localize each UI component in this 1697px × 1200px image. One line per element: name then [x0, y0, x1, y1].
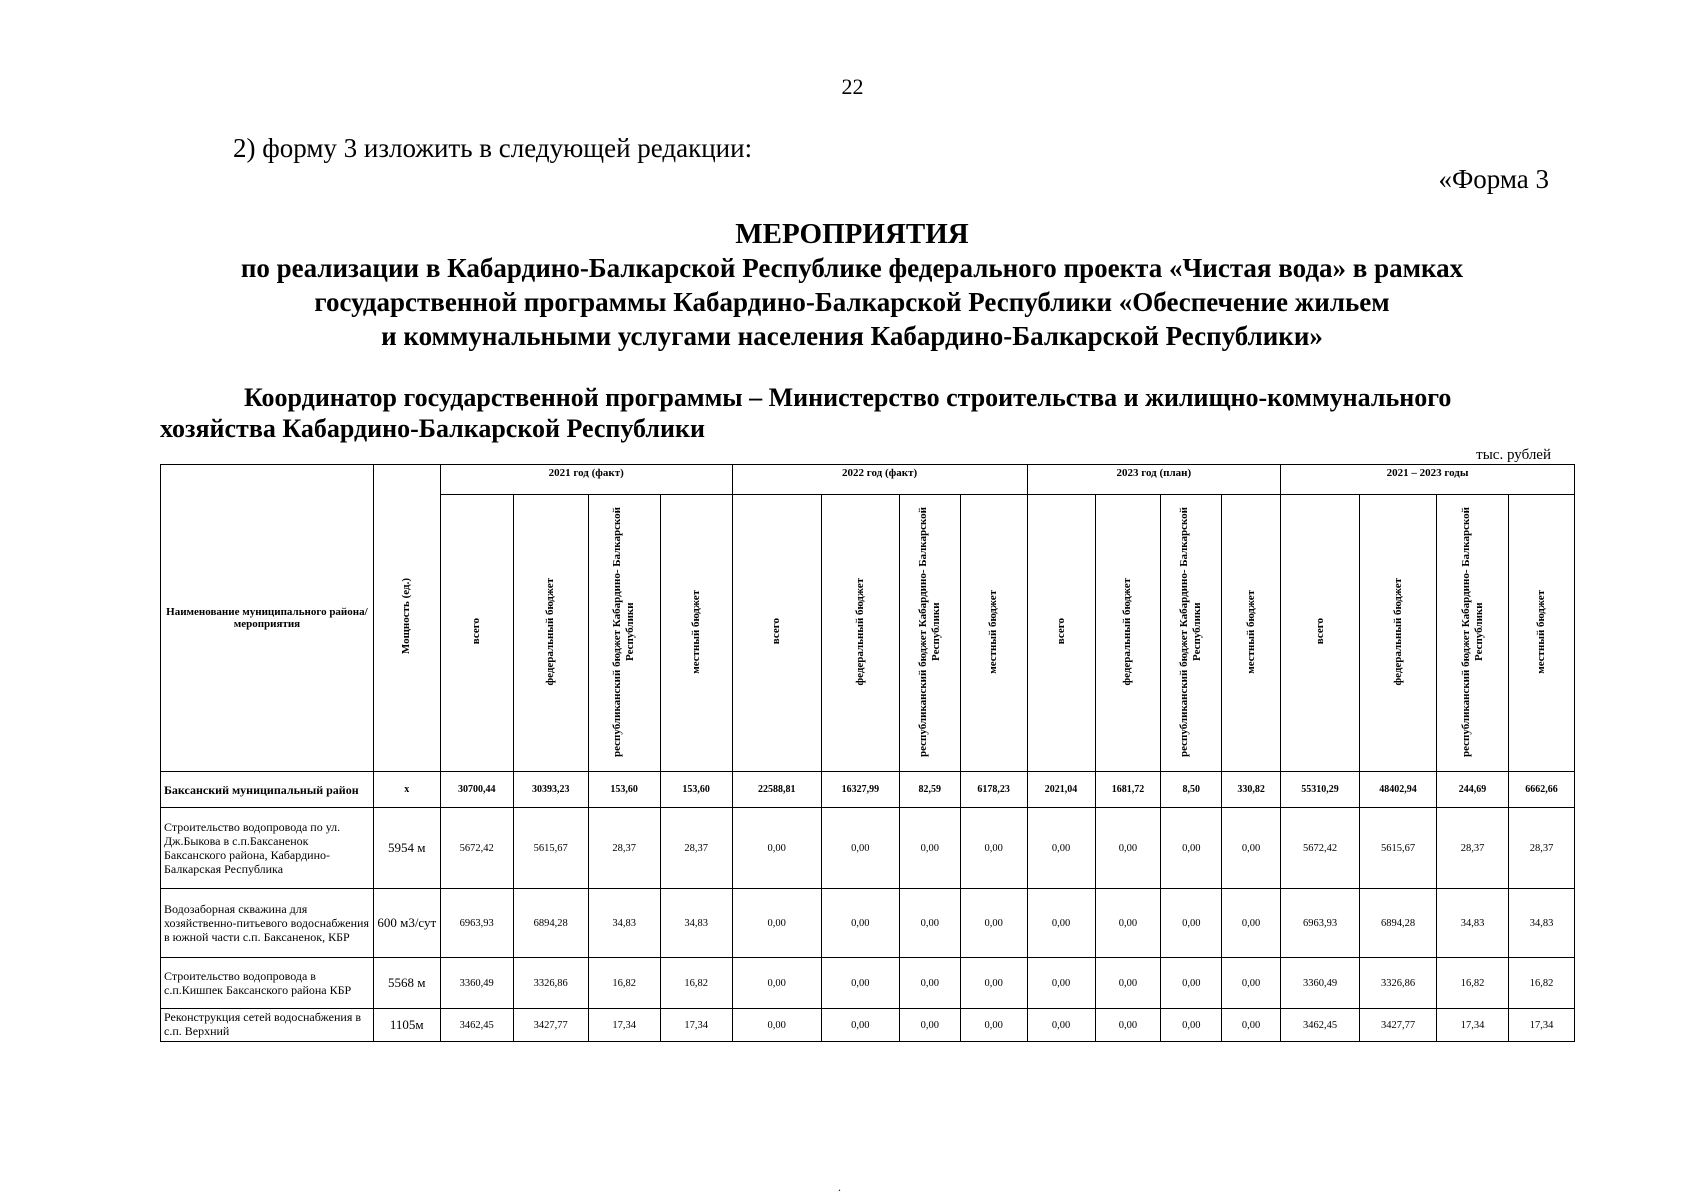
row-value: 0,00: [899, 958, 960, 1009]
row-value: 30393,23: [513, 772, 588, 808]
row-value: 0,00: [1161, 808, 1222, 889]
row-value: 244,69: [1437, 772, 1509, 808]
row-value: 16,82: [660, 958, 732, 1009]
row-value: 30700,44: [440, 772, 513, 808]
subheader-label: местный бюджет: [689, 589, 702, 674]
row-value: 0,00: [1161, 1009, 1222, 1042]
row-name: Водозаборная скважина для хозяйственно-питьевого водоснабжения в южной части с.п. Баксаненок, КБР: [161, 889, 374, 958]
subheader-federal: [513, 495, 588, 772]
row-value: 0,00: [1027, 1009, 1095, 1042]
title-line-3: и коммунальными услугами населения Кабардино-Балкарской Республики»: [381, 321, 1323, 351]
row-value: 34,83: [1509, 889, 1575, 958]
row-value: 0,00: [1222, 1009, 1281, 1042]
row-value: 3360,49: [1281, 958, 1360, 1009]
row-value: 0,00: [821, 958, 899, 1009]
row-value: 34,83: [1437, 889, 1509, 958]
row-value: 0,00: [1222, 889, 1281, 958]
row-value: 17,34: [1509, 1009, 1575, 1042]
row-value: 3326,86: [513, 958, 588, 1009]
subheader-label: федеральный бюджет: [1121, 577, 1134, 686]
row-capacity: x: [373, 772, 440, 808]
row-value: 34,83: [588, 889, 660, 958]
row-value: 3462,45: [1281, 1009, 1360, 1042]
row-value: 17,34: [660, 1009, 732, 1042]
row-value: 6662,66: [1509, 772, 1575, 808]
subheader-label: всего: [470, 618, 483, 645]
row-value: 3360,49: [440, 958, 513, 1009]
subheader-label: республиканский бюджет Кабардино- Балкарской Республики: [611, 506, 637, 757]
subheader-republic: [1437, 495, 1509, 772]
subheader-label: федеральный бюджет: [544, 577, 557, 686]
row-value: 0,00: [1095, 808, 1161, 889]
coordinator-text: Координатор государственной программы – Министерство строительства и жилищно-коммунального хозяйства Кабардино-Балкарской Республики: [160, 383, 1452, 443]
subheader-label: республиканский бюджет Кабардино- Балкарской Республики: [916, 506, 942, 757]
row-value: 0,00: [960, 958, 1027, 1009]
row-value: 0,00: [732, 808, 821, 889]
row-value: 3427,77: [513, 1009, 588, 1042]
row-capacity: 600 м3/сут: [373, 889, 440, 958]
header-year-2023: 2023 год (план): [1027, 465, 1280, 495]
row-capacity: 1105м: [373, 1009, 440, 1042]
row-value: 0,00: [960, 808, 1027, 889]
row-value: 0,00: [1222, 808, 1281, 889]
row-value: 16,82: [1509, 958, 1575, 1009]
title-line-1: по реализации в Кабардино-Балкарской Республике федерального проекта «Чистая вода» в рамках: [240, 253, 1464, 283]
row-value: 55310,29: [1281, 772, 1360, 808]
row-value: 0,00: [960, 889, 1027, 958]
table-row-district-total: [161, 772, 1575, 808]
header-year-2021: 2021 год (факт): [440, 465, 732, 495]
row-value: 0,00: [899, 1009, 960, 1042]
table-row: [161, 889, 1575, 958]
unit-label: тыс. рублей: [1476, 447, 1551, 463]
form-label: «Форма 3: [1438, 164, 1549, 194]
row-value: 0,00: [732, 1009, 821, 1042]
subheader-total: [1281, 495, 1360, 772]
subheader-federal: [821, 495, 899, 772]
row-value: 0,00: [1027, 808, 1095, 889]
row-name: Строительство водопровода по ул. Дж.Быкова в с.п.Баксаненок Баксанского района, Кабардино-Балкарская Республика: [161, 808, 374, 889]
row-value: 0,00: [732, 958, 821, 1009]
row-value: 0,00: [1095, 958, 1161, 1009]
row-value: 17,34: [1437, 1009, 1509, 1042]
header-name: Наименование муниципального района/мероприятия: [161, 465, 374, 772]
header-capacity-label: Мощность (ед.): [400, 578, 413, 655]
row-value: 16,82: [1437, 958, 1509, 1009]
row-value: 5615,67: [1360, 808, 1437, 889]
row-value: 0,00: [1222, 958, 1281, 1009]
row-value: 0,00: [1161, 958, 1222, 1009]
page-number: 22: [841, 74, 864, 99]
subheader-label: местный бюджет: [1535, 589, 1547, 674]
row-value: 0,00: [899, 808, 960, 889]
row-value: 28,37: [1437, 808, 1509, 889]
row-value: 3326,86: [1360, 958, 1437, 1009]
row-capacity: 5954 м: [373, 808, 440, 889]
row-value: 82,59: [899, 772, 960, 808]
subheader-label: всего: [1313, 618, 1326, 645]
subheader-republic: [588, 495, 660, 772]
subheader-local: [1509, 495, 1575, 772]
row-value: 28,37: [588, 808, 660, 889]
row-value: 6963,93: [1281, 889, 1360, 958]
title-line-2: государственной программы Кабардино-Балкарской Республики «Обеспечение жильем: [314, 287, 1390, 317]
row-value: 48402,94: [1360, 772, 1437, 808]
row-value: 17,34: [588, 1009, 660, 1042]
subheader-local: [660, 495, 732, 772]
row-value: 0,00: [960, 1009, 1027, 1042]
row-value: 330,82: [1222, 772, 1281, 808]
subheader-label: всего: [1054, 618, 1067, 645]
row-value: 6894,28: [513, 889, 588, 958]
table-row: [161, 808, 1575, 889]
row-value: 8,50: [1161, 772, 1222, 808]
row-value: 5672,42: [440, 808, 513, 889]
table-row: [161, 958, 1575, 1009]
row-value: 34,83: [660, 889, 732, 958]
row-value: 0,00: [1027, 889, 1095, 958]
row-value: 0,00: [1095, 1009, 1161, 1042]
row-value: 0,00: [821, 889, 899, 958]
intro-text: 2) форму 3 изложить в следующей редакции:: [233, 133, 753, 163]
row-value: 0,00: [1095, 889, 1161, 958]
subheader-label: федеральный бюджет: [1391, 577, 1404, 686]
table-body: [161, 772, 1575, 1042]
subheader-label: республиканский бюджет Кабардино- Балкарской Республики: [1178, 506, 1204, 757]
row-value: 16327,99: [821, 772, 899, 808]
row-value: 0,00: [1161, 889, 1222, 958]
row-value: 0,00: [821, 808, 899, 889]
subheader-label: всего: [770, 618, 783, 645]
title-main: МЕРОПРИЯТИЯ: [735, 218, 969, 250]
row-value: 0,00: [899, 889, 960, 958]
row-value: 5615,67: [513, 808, 588, 889]
row-value: 0,00: [821, 1009, 899, 1042]
row-value: 6963,93: [440, 889, 513, 958]
row-value: 6894,28: [1360, 889, 1437, 958]
row-value: 0,00: [1027, 958, 1095, 1009]
subheader-local: [960, 495, 1027, 772]
header-year-total: 2021 – 2023 годы: [1281, 465, 1575, 495]
table-header-row-1: [161, 465, 1575, 495]
subheader-republic: [899, 495, 960, 772]
subheader-republic: [1161, 495, 1222, 772]
row-name: Баксанский муниципальный район: [161, 772, 374, 808]
row-name: Строительство водопровода в с.п.Кишпек Баксанского района КБР: [161, 958, 374, 1009]
row-value: 3462,45: [440, 1009, 513, 1042]
row-value: 3427,77: [1360, 1009, 1437, 1042]
subheader-label: местный бюджет: [987, 589, 1000, 674]
row-value: 6178,23: [960, 772, 1027, 808]
row-value: 16,82: [588, 958, 660, 1009]
row-value: 28,37: [1509, 808, 1575, 889]
row-name: Реконструкция сетей водоснабжения в с.п. Верхний: [161, 1009, 374, 1042]
row-value: 2021,04: [1027, 772, 1095, 808]
row-value: 153,60: [588, 772, 660, 808]
row-capacity: 5568 м: [373, 958, 440, 1009]
subheader-federal: [1360, 495, 1437, 772]
table-row: [161, 1009, 1575, 1042]
subheader-label: республиканский бюджет Кабардино- Балкарской Республики: [1459, 506, 1485, 757]
subheader-label: федеральный бюджет: [853, 577, 866, 686]
subheader-federal: [1095, 495, 1161, 772]
subheader-total: [1027, 495, 1095, 772]
row-value: 5672,42: [1281, 808, 1360, 889]
row-value: 0,00: [732, 889, 821, 958]
subheader-label: местный бюджет: [1244, 589, 1257, 674]
header-year-2022: 2022 год (факт): [732, 465, 1027, 495]
row-value: 1681,72: [1095, 772, 1161, 808]
row-value: 22588,81: [732, 772, 821, 808]
document-title: [160, 217, 1544, 353]
row-value: 153,60: [660, 772, 732, 808]
subheader-total: [732, 495, 821, 772]
measures-table: [160, 464, 1575, 1042]
scan-mark: .: [838, 1180, 841, 1194]
subheader-total: [440, 495, 513, 772]
header-capacity: [373, 465, 440, 772]
row-value: 28,37: [660, 808, 732, 889]
subheader-local: [1222, 495, 1281, 772]
